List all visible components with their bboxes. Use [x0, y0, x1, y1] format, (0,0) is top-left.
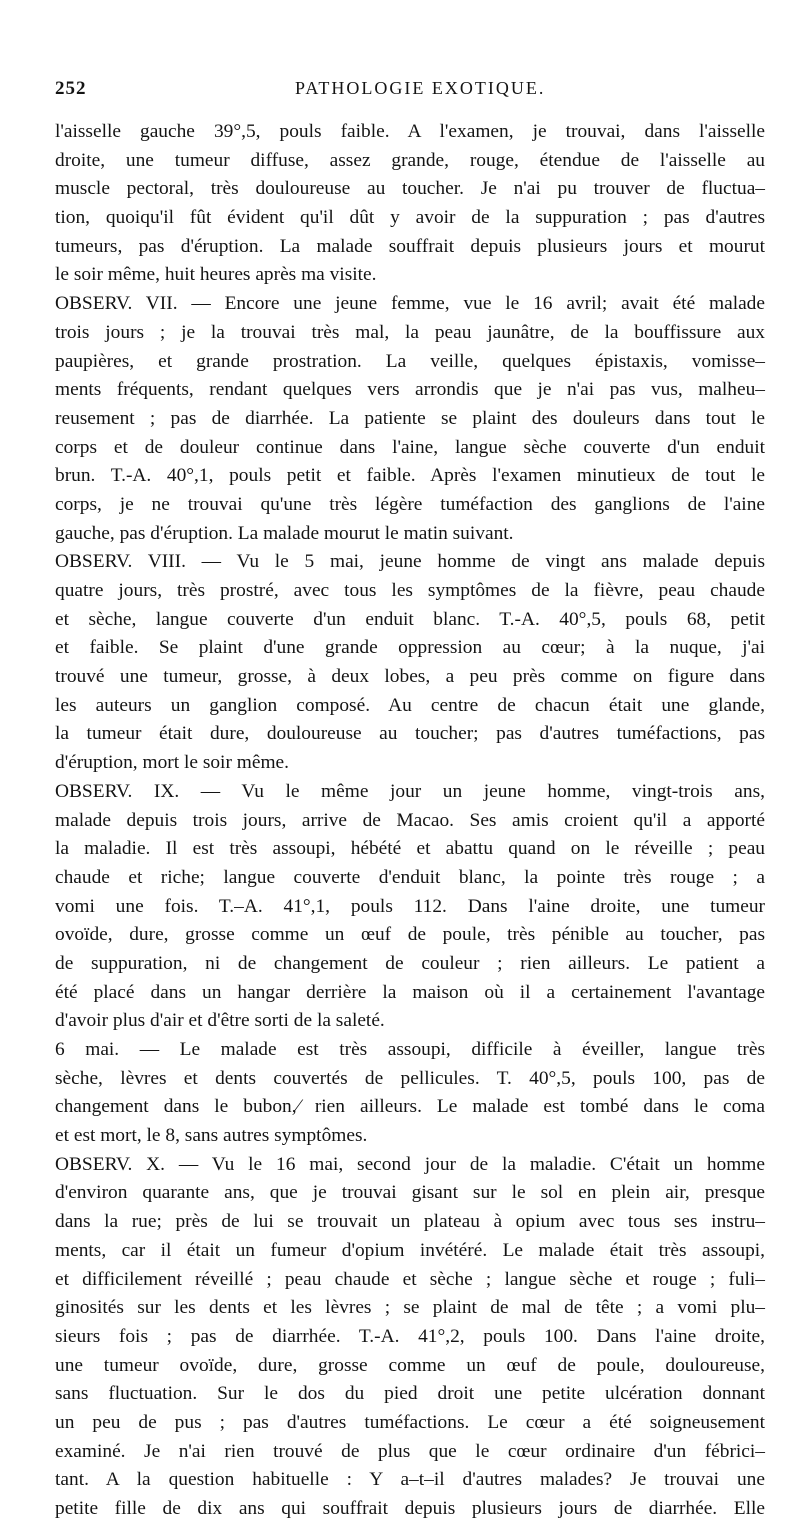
- text-line: le soir même, huit heures après ma visite.: [55, 264, 377, 286]
- text-line: trouvé une tumeur, grosse, à deux lobes, a peu près comme on figure dans: [55, 666, 765, 688]
- text-line: muscle pectoral, très douloureuse au toucher. Je n'ai pu trouver de fluctua–: [55, 178, 765, 200]
- text-line: d'avoir plus d'air et d'être sorti de la saleté.: [55, 1010, 385, 1032]
- text-line: ovoïde, dure, grosse comme un œuf de poule, très pénible au toucher, pas: [55, 924, 765, 946]
- text-line: sans fluctuation. Sur le dos du pied droit une petite ulcération donnant: [55, 1383, 765, 1405]
- text-line: vomi une fois. T.–A. 41°,1, pouls 112. Dans l'aine droite, une tumeur: [55, 895, 765, 917]
- text-line: et difficilement réveillé ; peau chaude et sèche ; langue sèche et rouge ; fuli–: [55, 1268, 765, 1290]
- page-number: 252: [55, 78, 87, 99]
- text-line: dans la rue; près de lui se trouvait un plateau à opium avec tous ses instru–: [55, 1211, 765, 1233]
- text-line: la maladie. Il est très assoupi, hébété et abattu quand on le réveille ; peau: [55, 838, 765, 860]
- text-line: 6 mai. — Le malade est très assoupi, difficile à éveiller, langue très: [55, 1039, 765, 1060]
- text-line: sieurs fois ; pas de diarrhée. T.-A. 41°,2, pouls 100. Dans l'aine droite,: [55, 1325, 765, 1347]
- page-header: [55, 78, 765, 116]
- text-line: quatre jours, très prostré, avec tous les symptômes de la fièvre, peau chaude: [55, 580, 765, 601]
- text-line: l'aisselle gauche 39°,5, pouls faible. A l'examen, je trouvai, dans l'aisselle: [55, 121, 765, 142]
- text-line: tant. A la question habituelle : Y a–t–il d'autres malades? Je trouvai une: [55, 1469, 765, 1491]
- text-line: ments fréquents, rendant quelques vers arrondis que je n'ai pas vus, malheu–: [55, 379, 765, 401]
- text-line: corps, je ne trouvai qu'une très légère tuméfaction des ganglions de l'aine: [55, 493, 765, 515]
- text-line: une tumeur ovoïde, dure, grosse comme un œuf de poule, douloureuse,: [55, 1354, 765, 1376]
- text-line: changement dans le bubon,⁄ rien ailleurs. Le malade est tombé dans le coma: [55, 1096, 765, 1118]
- text-line: d'environ quarante ans, que je trouvai gisant sur le sol en plein air, presque: [55, 1182, 765, 1204]
- body-text: [55, 118, 765, 1524]
- text-line: un peu de pus ; pas d'autres tuméfactions. Le cœur a été soigneusement: [55, 1411, 765, 1433]
- text-line: OBSERV. X. — Vu le 16 mai, second jour de la maladie. C'était un homme: [55, 1153, 765, 1175]
- text-line: paupières, et grande prostration. La veille, quelques épistaxis, vomisse–: [55, 350, 765, 372]
- text-line: chaude et riche; langue couverte d'enduit blanc, la pointe très rouge ; a: [55, 866, 765, 888]
- text-line: trois jours ; je la trouvai très mal, la peau jaunâtre, de la bouffissure aux: [55, 321, 765, 343]
- text-line: OBSERV. VII. — Encore une jeune femme, vue le 16 avril; avait été malade: [55, 293, 765, 315]
- text-line: d'éruption, mort le soir même.: [55, 752, 289, 774]
- text-line: corps et de douleur continue dans l'aine, langue sèche couverte d'un enduit: [55, 436, 765, 458]
- text-line: ginosités sur les dents et les lèvres ; se plaint de mal de tête ; a vomi plu–: [55, 1297, 765, 1319]
- text-line: de suppuration, ni de changement de couleur ; rien ailleurs. Le patient a: [55, 952, 765, 974]
- text-line: et faible. Se plaint d'une grande oppression au cœur; à la nuque, j'ai: [55, 637, 765, 659]
- document-page: [55, 78, 765, 1524]
- text-line: droite, une tumeur diffuse, assez grande, rouge, étendue de l'aisselle au: [55, 149, 765, 171]
- text-line: les auteurs un ganglion composé. Au centre de chacun était une glande,: [55, 694, 765, 716]
- text-line: examiné. Je n'ai rien trouvé de plus que le cœur ordinaire d'un fébrici–: [55, 1440, 765, 1462]
- text-line: gauche, pas d'éruption. La malade mourut le matin suivant.: [55, 522, 514, 544]
- text-line: été placé dans un hangar derrière la maison où il a certainement l'avantage: [55, 981, 765, 1003]
- text-line: et sèche, langue couverte d'un enduit blanc. T.-A. 40°,5, pouls 68, petit: [55, 608, 765, 630]
- text-line: brun. T.-A. 40°,1, pouls petit et faible. Après l'examen minutieux de tout le: [55, 465, 765, 487]
- text-line: malade depuis trois jours, arrive de Macao. Ses amis croient qu'il a apporté: [55, 809, 765, 831]
- text-line: tumeurs, pas d'éruption. La malade souffrait depuis plusieurs jours et mourut: [55, 235, 765, 257]
- text-line: tion, quoiqu'il fût évident qu'il dût y avoir de la suppuration ; pas d'autres: [55, 207, 765, 229]
- text-line: sèche, lèvres et dents couvertés de pellicules. T. 40°,5, pouls 100, pas de: [55, 1067, 765, 1089]
- text-line: OBSERV. VIII. — Vu le 5 mai, jeune homme de vingt ans malade depuis: [55, 551, 765, 573]
- text-line: OBSERV. IX. — Vu le même jour un jeune homme, vingt-trois ans,: [55, 780, 765, 802]
- running-title: PATHOLOGIE EXOTIQUE.: [295, 78, 546, 98]
- text-line: la tumeur était dure, douloureuse au toucher; pas d'autres tuméfactions, pas: [55, 723, 765, 745]
- text-line: ments, car il était un fumeur d'opium invétéré. Le malade était très assoupi,: [55, 1239, 765, 1261]
- text-line: et est mort, le 8, sans autres symptômes.: [55, 1125, 368, 1147]
- text-line: reusement ; pas de diarrhée. La patiente se plaint des douleurs dans tout le: [55, 407, 765, 429]
- text-line: petite fille de dix ans qui souffrait depuis plusieurs jours de diarrhée. Elle: [55, 1498, 765, 1519]
